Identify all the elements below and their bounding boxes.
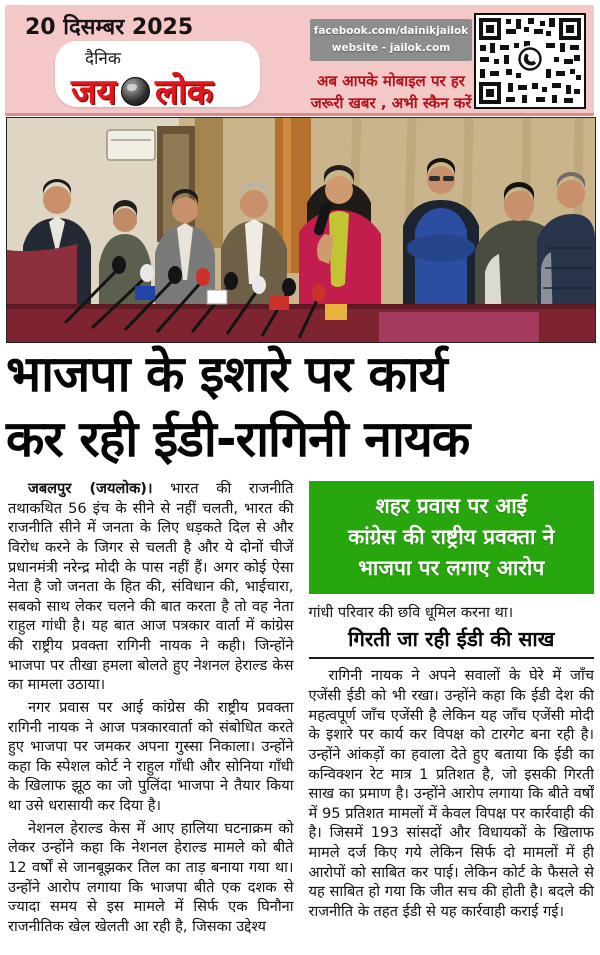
article-body <box>8 479 594 951</box>
issue-date: 20 दिसम्बर 2025 <box>25 15 194 40</box>
promo-line-2: जरूरी खबर , अभी स्कैन करें <box>310 94 472 113</box>
globe-icon <box>121 77 150 106</box>
paragraph-2: नगर प्रवास पर आई कांग्रेस की राष्ट्रीय प्रवक्ता रागिनी नायक ने आज पत्रकारवार्ता को संबोधित करते हुए भाजपा पर जमकर अपना गुस्सा निकाला। उन्होंने कहा कि स्पेशल कोर्ट ने राहुल गाँधी और सोनिया गाँधी के खिलाफ झूठ का जो पुलिंदा भाजपा ने तैयार किया था उसे धरासायी कर दिया है। <box>8 698 294 814</box>
social-links-box <box>310 19 472 61</box>
qr-finder-top-left <box>479 18 501 40</box>
highlight-line-1: शहर प्रवास पर आई <box>375 494 527 518</box>
newspaper-logo <box>55 41 260 112</box>
qr-code <box>474 13 586 109</box>
logo-word-2: लोक <box>154 72 213 112</box>
column-right <box>309 479 595 951</box>
paragraph-1 <box>8 479 294 695</box>
logo-daily-label: दैनिक <box>85 49 121 69</box>
whatsapp-phone-icon <box>517 46 544 73</box>
qr-finder-bottom-left <box>479 82 501 104</box>
paragraph-1-text: भारत की राजनीति तथाकथित 56 इंच के सीने से नहीं चलती, भारत की राजनीति सीने में जनता के लिए धड़कते दिल से और विरोध करने के जिगर से चलती है और ये दोनों चीजें प्रधानमंत्री नरेन्द्र मोदी के पास नहीं हैं। अगर कोई ऐसा नेता है जो जनता के हित की, संविधान की, भाईचारा, सबको साथ लेकर चलने की बात करता है तो वह नेता राहुल गांधी है। यह बात आज पत्रकार वार्ता में कांग्रेस की राष्ट्रीय प्रवक्ता रागिनी नायक ने कही। जिन्होंने भाजपा पर तीखा हमला बोलते हुए नेशनल हेराल्ड केस का मामला उठाया। <box>8 480 294 694</box>
logo-word-1: जय <box>71 72 116 112</box>
social-stack <box>305 19 477 115</box>
paragraph-4: रागिनी नायक ने अपने सवालों के घेरे में जाँच एजेंसी ईडी को भी रखा। उन्होंने कहा कि ईडी देश की महत्वपूर्ण जाँच एजेंसी है लेकिन यह जाँच एजेंसी मोदी के इशारे पर कार्य कर विपक्ष को टारगेट बना रही है। उन्होंने आंकड़ों का हवाला देते हुए बताया कि ईडी का कन्विक्शन रेट मात्र 1 प्रतिशत है, जो इसकी गिरती साख का प्रमाण है। उन्होंने आरोप लगाया कि बीते वर्षों में 95 प्रतिशत मामलों में केवल विपक्ष पर कार्रवाही की है। जिसमें 193 सांसदों और विधायकों के खिलाफ मामले दर्ज किए गये लेकिन सिर्फ दो मामलों में ही आरोपों को साबित कर पाई। लेकिन कोर्ट के फैसले से यह साबित हो गया कि जीत सच की होती है। बदले की राजनीति के तहत ईडी से यह कार्रवाही कराई गई। <box>308 667 594 920</box>
website-url: website - jailok.com <box>331 41 451 54</box>
dateline: जबलपुर (जयलोक)। <box>28 480 153 497</box>
qr-finder-top-right <box>559 18 581 40</box>
column-left <box>8 479 294 951</box>
highlight-line-3: भाजपा पर लगाए आरोप <box>358 556 545 581</box>
scan-promo <box>305 70 477 115</box>
facebook-url: facebook.com/dainikjailok <box>313 25 469 37</box>
paragraph-3: नेशनल हेराल्ड केस में आए हालिया घटनाक्रम को लेकर उन्होंने कहा कि नेशनल हेराल्ड मामले को बीते 12 वर्षों से जानबूझकर तिल का ताड़ बनाया गया था। उन्होंने आरोप लगाया कि भाजपा बीते एक दशक से ज्यादा समय से इस मामले में सिर्फ एक घिनौना राजनीतिक खेल खेलती आ रही है, जिसका उद्देश्य <box>8 819 294 935</box>
headline <box>0 342 600 472</box>
masthead <box>5 5 594 116</box>
logo-title <box>71 67 260 113</box>
headline-line-1: भाजपा के इशारे पर कार्य <box>6 345 447 403</box>
press-conference-photo <box>6 117 596 343</box>
highlight-line-2: कांग्रेस की राष्ट्रीय प्रवक्ता ने <box>348 525 555 550</box>
paragraph-3-continuation: गांधी परिवार की छवि धूमिल करना था। <box>308 604 514 622</box>
sub-headline: गिरती जा रही ईडी की साख <box>309 626 595 660</box>
promo-line-1: अब आपके मोबाइल पर हर <box>317 71 465 90</box>
headline-line-2: कर रही ईडी-रागिनी नायक <box>6 410 470 468</box>
highlight-box <box>309 481 595 594</box>
